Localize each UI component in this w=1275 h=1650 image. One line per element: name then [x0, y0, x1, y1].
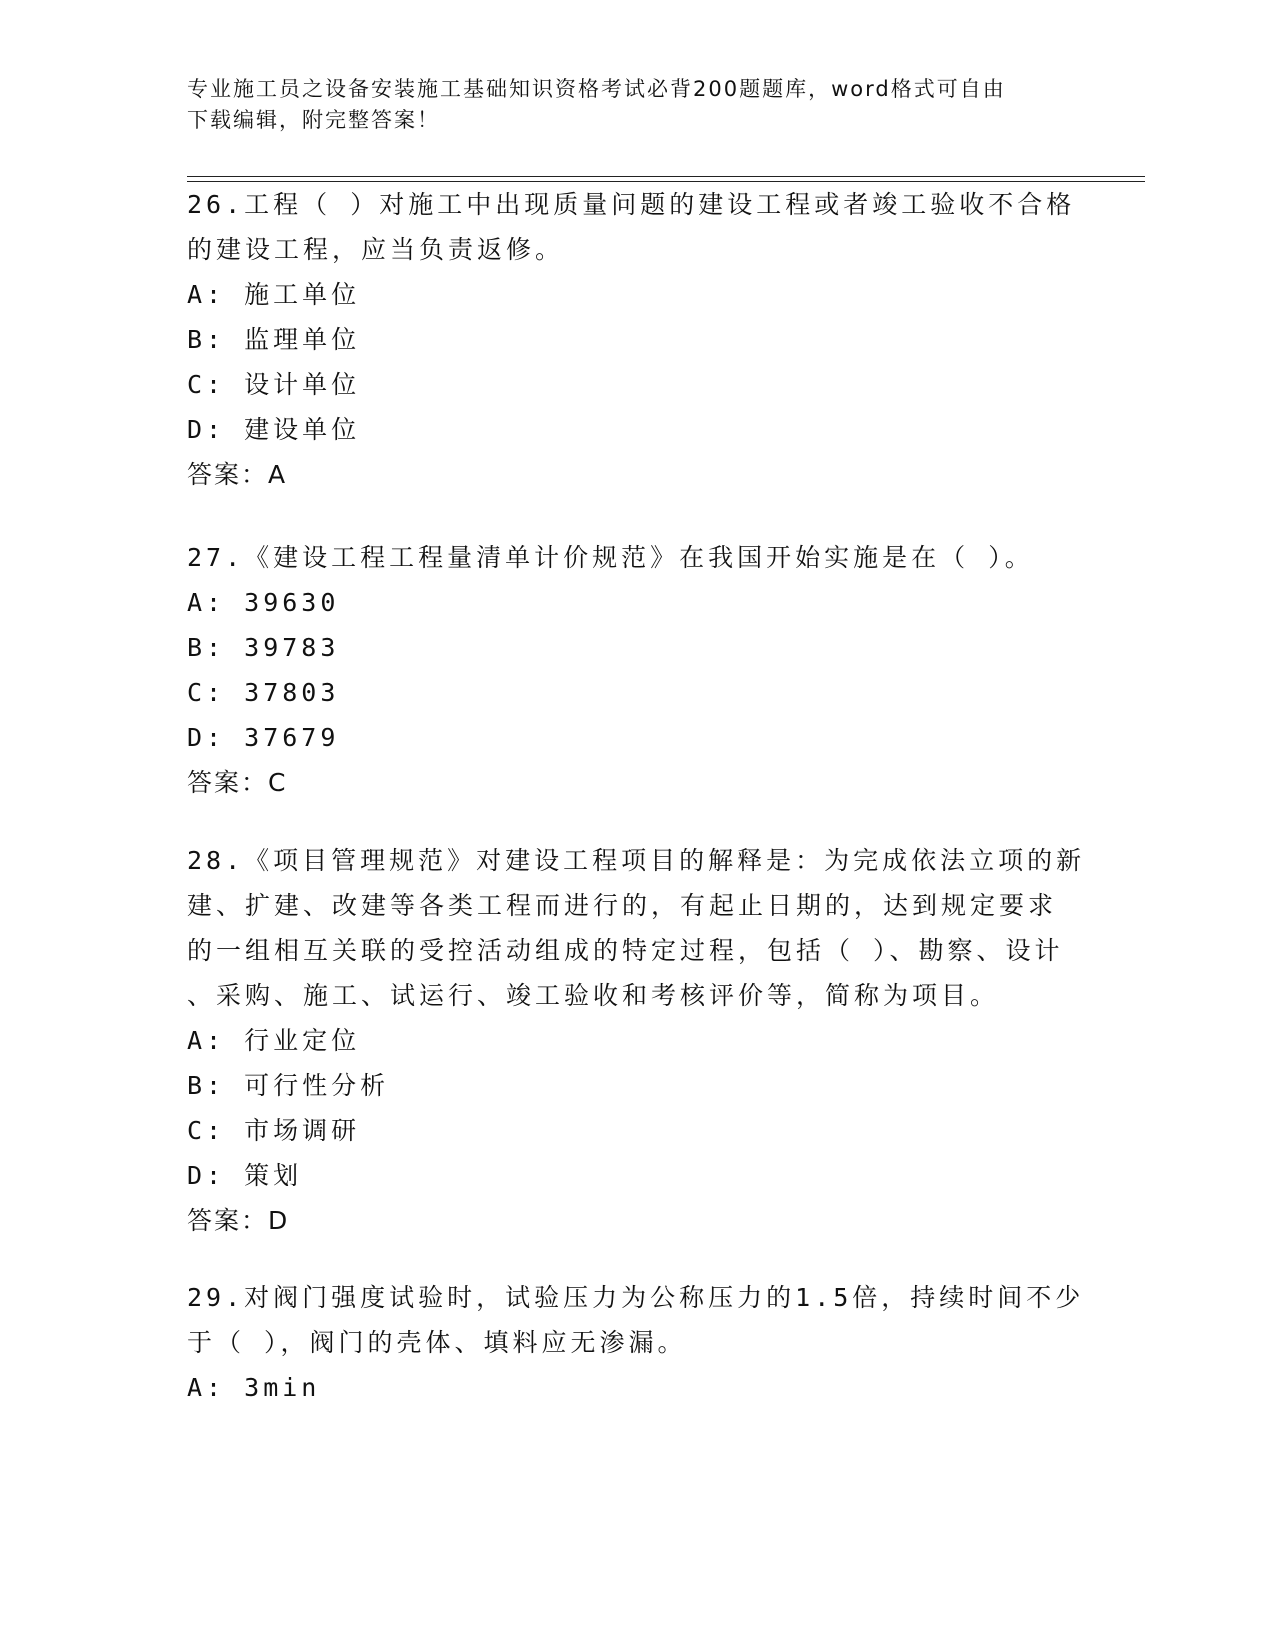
- header-line-1: 专业施工员之设备安装施工基础知识资格考试必背200题题库，word格式可自由: [187, 77, 1006, 101]
- question-28: [187, 838, 1087, 1243]
- answer: 答案：A: [187, 460, 288, 489]
- option-b: B: 可行性分析: [187, 1071, 390, 1100]
- option-a: A: 3min: [187, 1373, 321, 1402]
- question-stem-line: 的建设工程，应当负责返修。: [187, 235, 565, 264]
- question-stem-line: 、采购、施工、试运行、竣工验收和考核评价等，简称为项目。: [187, 981, 1000, 1010]
- option-d: D: 建设单位: [187, 415, 361, 444]
- option-c: C: 37803: [187, 678, 340, 707]
- answer: 答案：D: [187, 1206, 290, 1235]
- question-stem-line: 29.对阀门强度试验时，试验压力为公称压力的1.5倍，持续时间不少: [187, 1283, 1085, 1312]
- option-a: A: 施工单位: [187, 280, 361, 309]
- question-27: [187, 535, 1087, 805]
- question-stem-line: 的一组相互关联的受控活动组成的特定过程，包括（ ）、勘察、设计: [187, 936, 1064, 965]
- option-a: A: 行业定位: [187, 1026, 361, 1055]
- header-divider-top: [187, 176, 1145, 177]
- option-d: D: 37679: [187, 723, 340, 752]
- answer: 答案：C: [187, 768, 288, 797]
- option-b: B: 39783: [187, 633, 340, 662]
- question-stem-line: 于（ ），阀门的壳体、填料应无渗漏。: [187, 1328, 687, 1357]
- header-line-2: 下载编辑，附完整答案！: [187, 108, 440, 132]
- option-c: C: 设计单位: [187, 370, 361, 399]
- document-header: [187, 74, 1067, 136]
- question-26: [187, 182, 1087, 497]
- option-a: A: 39630: [187, 588, 340, 617]
- question-stem-line: 27.《建设工程工程量清单计价规范》在我国开始实施是在（ ）。: [187, 543, 1034, 572]
- question-stem-line: 建、扩建、改建等各类工程而进行的，有起止日期的，达到规定要求: [187, 891, 1058, 920]
- question-stem-line: 26.工程（ ）对施工中出现质量问题的建设工程或者竣工验收不合格: [187, 190, 1076, 219]
- question-29: [187, 1275, 1087, 1410]
- option-d: D: 策划: [187, 1161, 303, 1190]
- question-stem-line: 28.《项目管理规范》对建设工程项目的解释是：为完成依法立项的新: [187, 846, 1086, 875]
- option-b: B: 监理单位: [187, 325, 361, 354]
- option-c: C: 市场调研: [187, 1116, 361, 1145]
